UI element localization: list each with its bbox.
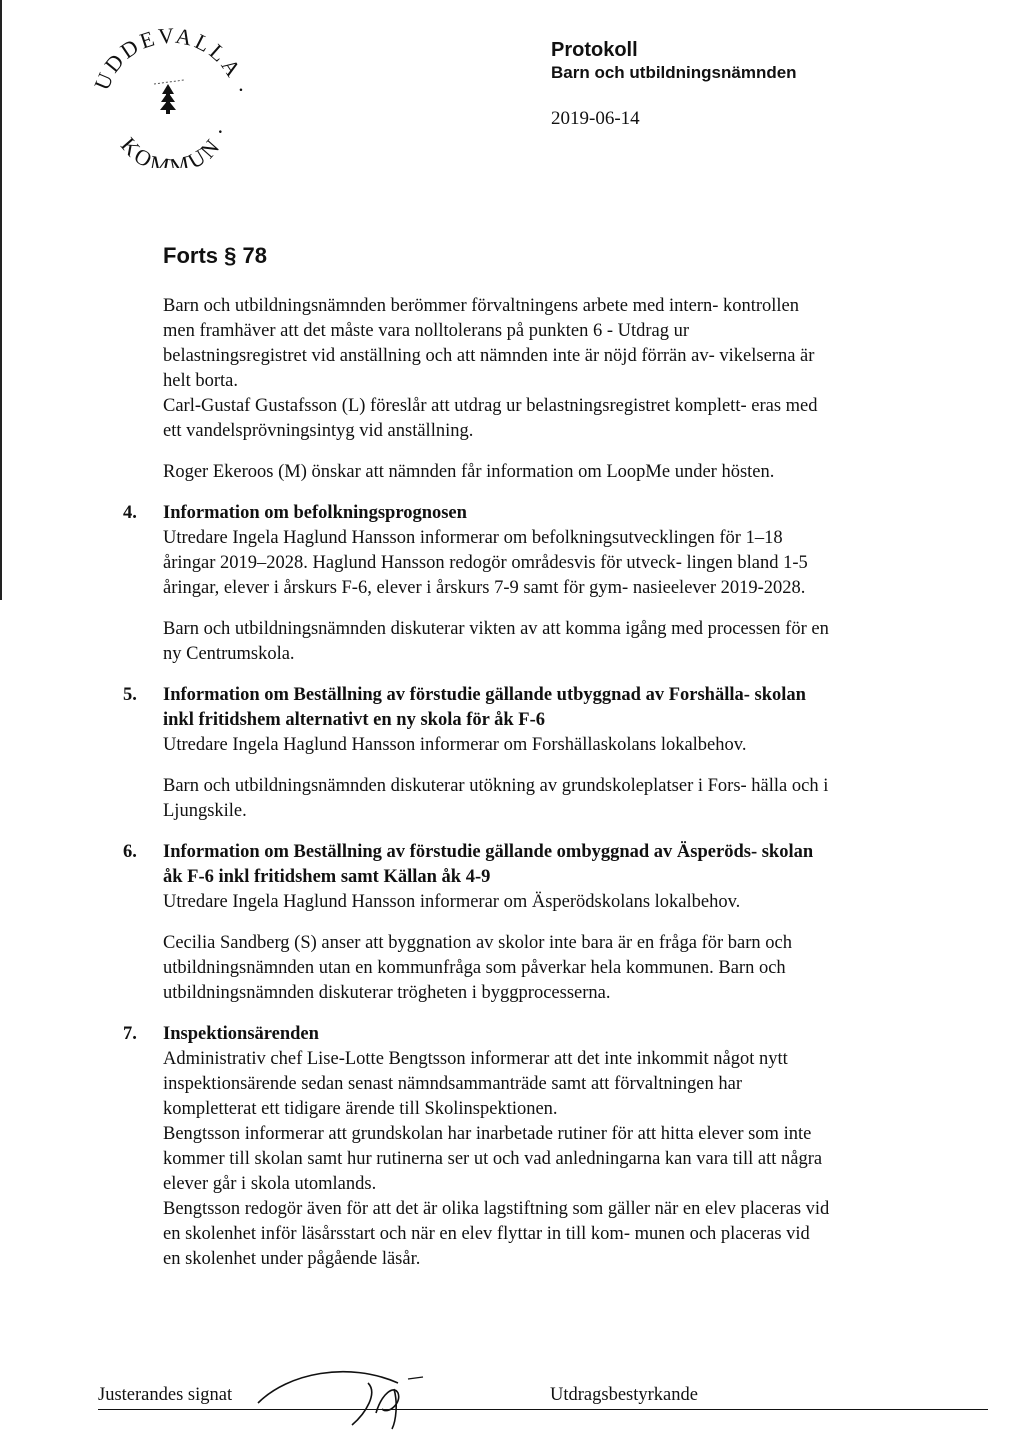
intro-paragraph-1: Barn och utbildningsnämnden berömmer förvaltningens arbete med intern- kontrollen men framhäver att det måste vara nolltolerans på punkten 6 - Utdrag ur belastningsregistret vid anställning och att nämnden inte är nöjd förrän av- vikelserna är helt borta. <box>163 296 815 391</box>
item-number: 5. <box>123 685 137 705</box>
item-title: Inspektionsärenden <box>163 1024 319 1044</box>
item-paragraph: Bengtsson informerar att grundskolan har inarbetade rutiner för att hitta elever som inte kommer till skolan samt hur rutinerna ser ut och vad anledningarna kan vara till att några elever går i skola utomlands. <box>163 1124 823 1194</box>
minutes-body <box>123 294 831 1272</box>
item-paragraph: Barn och utbildningsnämnden diskuterar vikten av att komma igång med processen för en ny Centrumskola. <box>163 619 829 664</box>
item-title: Information om Beställning av förstudie gällande utbyggnad av Forshälla- skolan inkl fritidshem alternativt en ny skola för åk F-6 <box>163 685 806 730</box>
item-number: 7. <box>123 1024 137 1044</box>
agenda-item-4 <box>123 501 831 667</box>
svg-text:KOMMUN ·: KOMMUN · <box>116 121 235 168</box>
committee-name: Barn och utbildningsnämnden <box>551 63 797 82</box>
item-number: 6. <box>123 842 137 862</box>
svg-text:UDDEVALLA ·: UDDEVALLA · <box>88 28 255 100</box>
item-paragraph: Barn och utbildningsnämnden diskuterar utökning av grundskoleplatser i Fors- hälla och i Ljungskile. <box>163 776 829 821</box>
item-number: 4. <box>123 503 137 523</box>
item-paragraph: Cecilia Sandberg (S) anser att byggnation av skolor inte bara är en fråga för barn och utbildningsnämnden utan en kommunfråga som påverkar hela kommunen. Barn och utbildningsnämnden diskuterar trögheten i byggprocesserna. <box>163 933 792 1003</box>
meeting-date: 2019-06-14 <box>551 108 640 129</box>
document-type: Protokoll <box>551 39 638 61</box>
signature-footer <box>98 1377 988 1437</box>
agenda-item-7 <box>123 1022 831 1272</box>
item-paragraph: Administrativ chef Lise-Lotte Bengtsson informerar att det inte inkommit något nytt inspektionsärende sedan senast nämndsammanträde samt att förvaltningen har kompletterat ett tidigare ärende till Skolinspektionen. <box>163 1049 788 1119</box>
item-paragraph: Bengtsson redogör även för att det är olika lagstiftning som gäller när en elev placeras vid en skolenhet inför läsårsstart och när en elev flyttar in till kom- munen och placeras vid en skolenhet under pågående läsår. <box>163 1199 830 1269</box>
handwritten-signature <box>248 1363 438 1433</box>
scan-edge-line <box>0 0 2 600</box>
signature-label: Justerandes signat <box>98 1385 233 1405</box>
municipality-logo <box>86 28 256 168</box>
section-title: Forts § 78 <box>163 243 267 268</box>
crest-icon <box>86 28 256 168</box>
certification-label: Utdragsbestyrkande <box>550 1385 698 1405</box>
item-paragraph: Utredare Ingela Haglund Hansson informerar om befolkningsutvecklingen för 1–18 åringar 2019–2028. Haglund Hansson redogör områdesvis för utveck- lingen bland 1-5 åringar, elever i årskurs F-6, elever i årskurs 7-9 samt för gym- nasieelever 2019-2028. <box>163 528 808 598</box>
agenda-item-6 <box>123 840 831 1006</box>
item-paragraph: Utredare Ingela Haglund Hansson informerar om Äsperödskolans lokalbehov. <box>163 892 741 912</box>
intro-paragraph-2: Carl-Gustaf Gustafsson (L) föreslår att utdrag ur belastningsregistret komplett- eras med ett vandelsprövningsintyg vid anställning. <box>163 396 818 441</box>
document-header <box>551 38 797 130</box>
item-title: Information om befolkningsprognosen <box>163 503 467 523</box>
item-title: Information om Beställning av förstudie gällande ombyggnad av Äsperöds- skolan åk F-6 inkl fritidshem samt Källan åk 4-9 <box>163 842 814 887</box>
intro-paragraph-3: Roger Ekeroos (M) önskar att nämnden får information om LoopMe under hösten. <box>163 462 775 482</box>
item-paragraph: Utredare Ingela Haglund Hansson informerar om Forshällaskolans lokalbehov. <box>163 735 747 755</box>
footer-rule <box>98 1409 988 1410</box>
agenda-item-5 <box>123 683 831 824</box>
